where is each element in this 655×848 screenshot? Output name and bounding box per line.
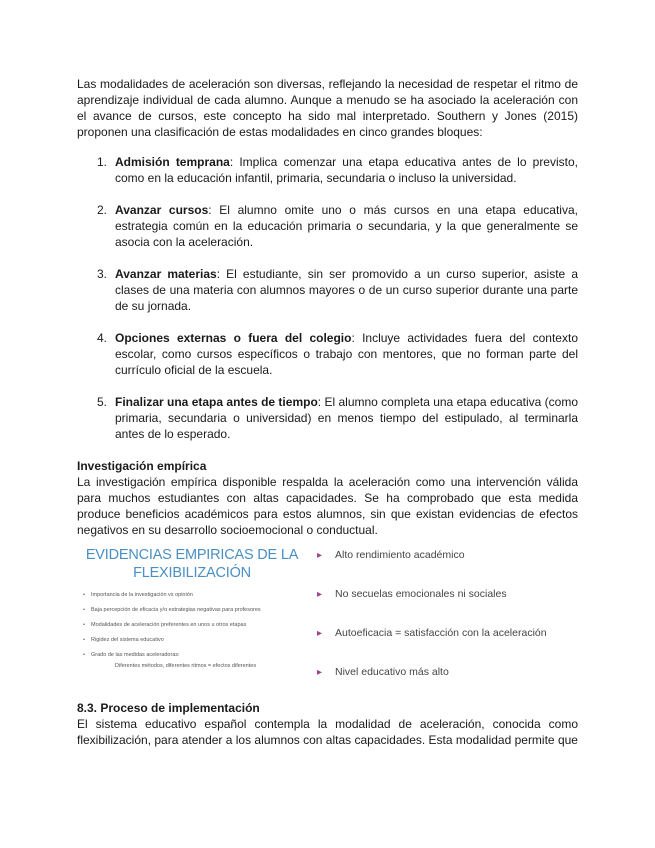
figure-bullet-text: Grado de las medidas aceleradoras: (91, 652, 180, 658)
list-term: Admisión temprana (115, 155, 230, 169)
list-item (77, 330, 578, 378)
evidence-figure (77, 546, 578, 692)
list-number: 1. (97, 155, 108, 169)
bullet-dot-icon: • (83, 592, 85, 598)
figure-bullet (77, 637, 307, 644)
evidence-text: No secuelas emocionales ni sociales (335, 588, 507, 600)
intro-paragraph: Las modalidades de aceleración son diversas, reflejando la necesidad de respetar el ritmo de aprendizaje individual de cada alumno. Aunque a menudo se ha asociado la aceleración con el avance de cursos, este concepto ha sido mal interpretado. Southern y Jones (2015) proponen una clasificación de estas modalidades en cinco grandes bloques: (77, 77, 578, 139)
figure-right-panel (317, 548, 577, 704)
bullet-dot-icon: • (83, 652, 85, 658)
list-number: 5. (97, 395, 108, 409)
list-item (77, 202, 578, 250)
list-term: Finalizar una etapa antes de tiempo (115, 395, 318, 409)
evidence-item (317, 587, 577, 626)
evidence-item (317, 548, 577, 587)
figure-bullet-text: Rigidez del sistema educativo (91, 637, 164, 643)
figure-bullet (77, 607, 307, 614)
list-term: Avanzar materias (115, 267, 217, 281)
evidence-text: Nivel educativo más alto (335, 666, 449, 678)
list-item (77, 394, 578, 442)
arrow-bullet-icon: ▸ (317, 589, 323, 600)
figure-bullet (77, 652, 307, 659)
list-text: : El estudiante, sin ser promovido a un curso superior, asiste a clases de una materia con alumnos mayores o de un curso superior durante una parte de su jornada. (115, 267, 578, 313)
figure-bullet-text: Importancia de la investigación vs opinión (91, 592, 193, 598)
figure-bullet (77, 622, 307, 629)
list-text: : Incluye actividades fuera del contexto escolar, como cursos específicos o trabajo con mentores, que no forman parte del currículo oficial de la escuela. (115, 331, 578, 377)
figure-bullet-text: Baja percepción de eficacia y/o estrategias negativas para profesores (91, 607, 261, 613)
document-page (77, 76, 578, 748)
figure-bullet-list (77, 592, 307, 670)
list-text: : Implica comenzar una etapa educativa antes de lo previsto, como en la educación infantil, primaria, secundaria o incluso la universidad. (115, 155, 578, 185)
evidence-item (317, 626, 577, 665)
list-number: 3. (97, 267, 108, 281)
bullet-dot-icon: • (83, 607, 85, 613)
arrow-bullet-icon: ▸ (317, 550, 323, 561)
figure-sub-bullet: Diferentes métodos, diferentes ritmos = efectos diferentes (115, 663, 257, 669)
figure-left-panel (77, 546, 307, 678)
evidence-text: Alto rendimiento académico (335, 549, 465, 561)
arrow-bullet-icon: ▸ (317, 667, 323, 678)
list-item (77, 154, 578, 186)
list-text: : El alumno completa una etapa educativa (como primaria, secundaria o universidad) en menos tiempo del estipulado, al terminarla antes de lo esperado. (115, 395, 579, 441)
figure-bullet (77, 592, 307, 599)
evidence-item (317, 665, 577, 704)
list-term: Opciones externas o fuera del colegio (115, 331, 352, 345)
list-item (77, 266, 578, 314)
evidence-text: Autoeficacia = satisfacción con la aceleración (335, 627, 547, 639)
list-term: Avanzar cursos (115, 203, 209, 217)
section-heading-implementacion: 8.3. Proceso de implementación (77, 701, 260, 715)
acceleration-list (77, 154, 578, 442)
list-text: : El alumno omite uno o más cursos en una etapa educativa, estrategia común en la educación primaria o secundaria, y la que generalmente se asocia con la aceleración. (115, 203, 578, 249)
bullet-dot-icon: • (83, 637, 85, 643)
figure-bullet-text: Modalidades de aceleración preferentes en unos u otros etapas (91, 622, 247, 628)
list-number: 4. (97, 331, 108, 345)
arrow-bullet-icon: ▸ (317, 628, 323, 639)
section-heading-investigacion: Investigación empírica (77, 459, 207, 473)
section-body-implementacion: El sistema educativo español contempla la modalidad de aceleración, conocida como flexibilización, para atender a los alumnos con altas capacidades. Esta modalidad permite que (77, 717, 578, 747)
bullet-dot-icon: • (83, 622, 85, 628)
section-body-investigacion: La investigación empírica disponible respalda la aceleración como una intervención válida para muchos estudiantes con altas capacidades. Se ha comprobado que esta medida produce beneficios académicos para estos alumnos, sin que existan evidencias de efectos negativos en su desarrollo socioemocional o conductual. (77, 475, 578, 537)
list-number: 2. (97, 203, 108, 217)
figure-title: EVIDENCIAS EMPIRICAS DE LA FLEXIBILIZACIÓN (85, 547, 299, 581)
